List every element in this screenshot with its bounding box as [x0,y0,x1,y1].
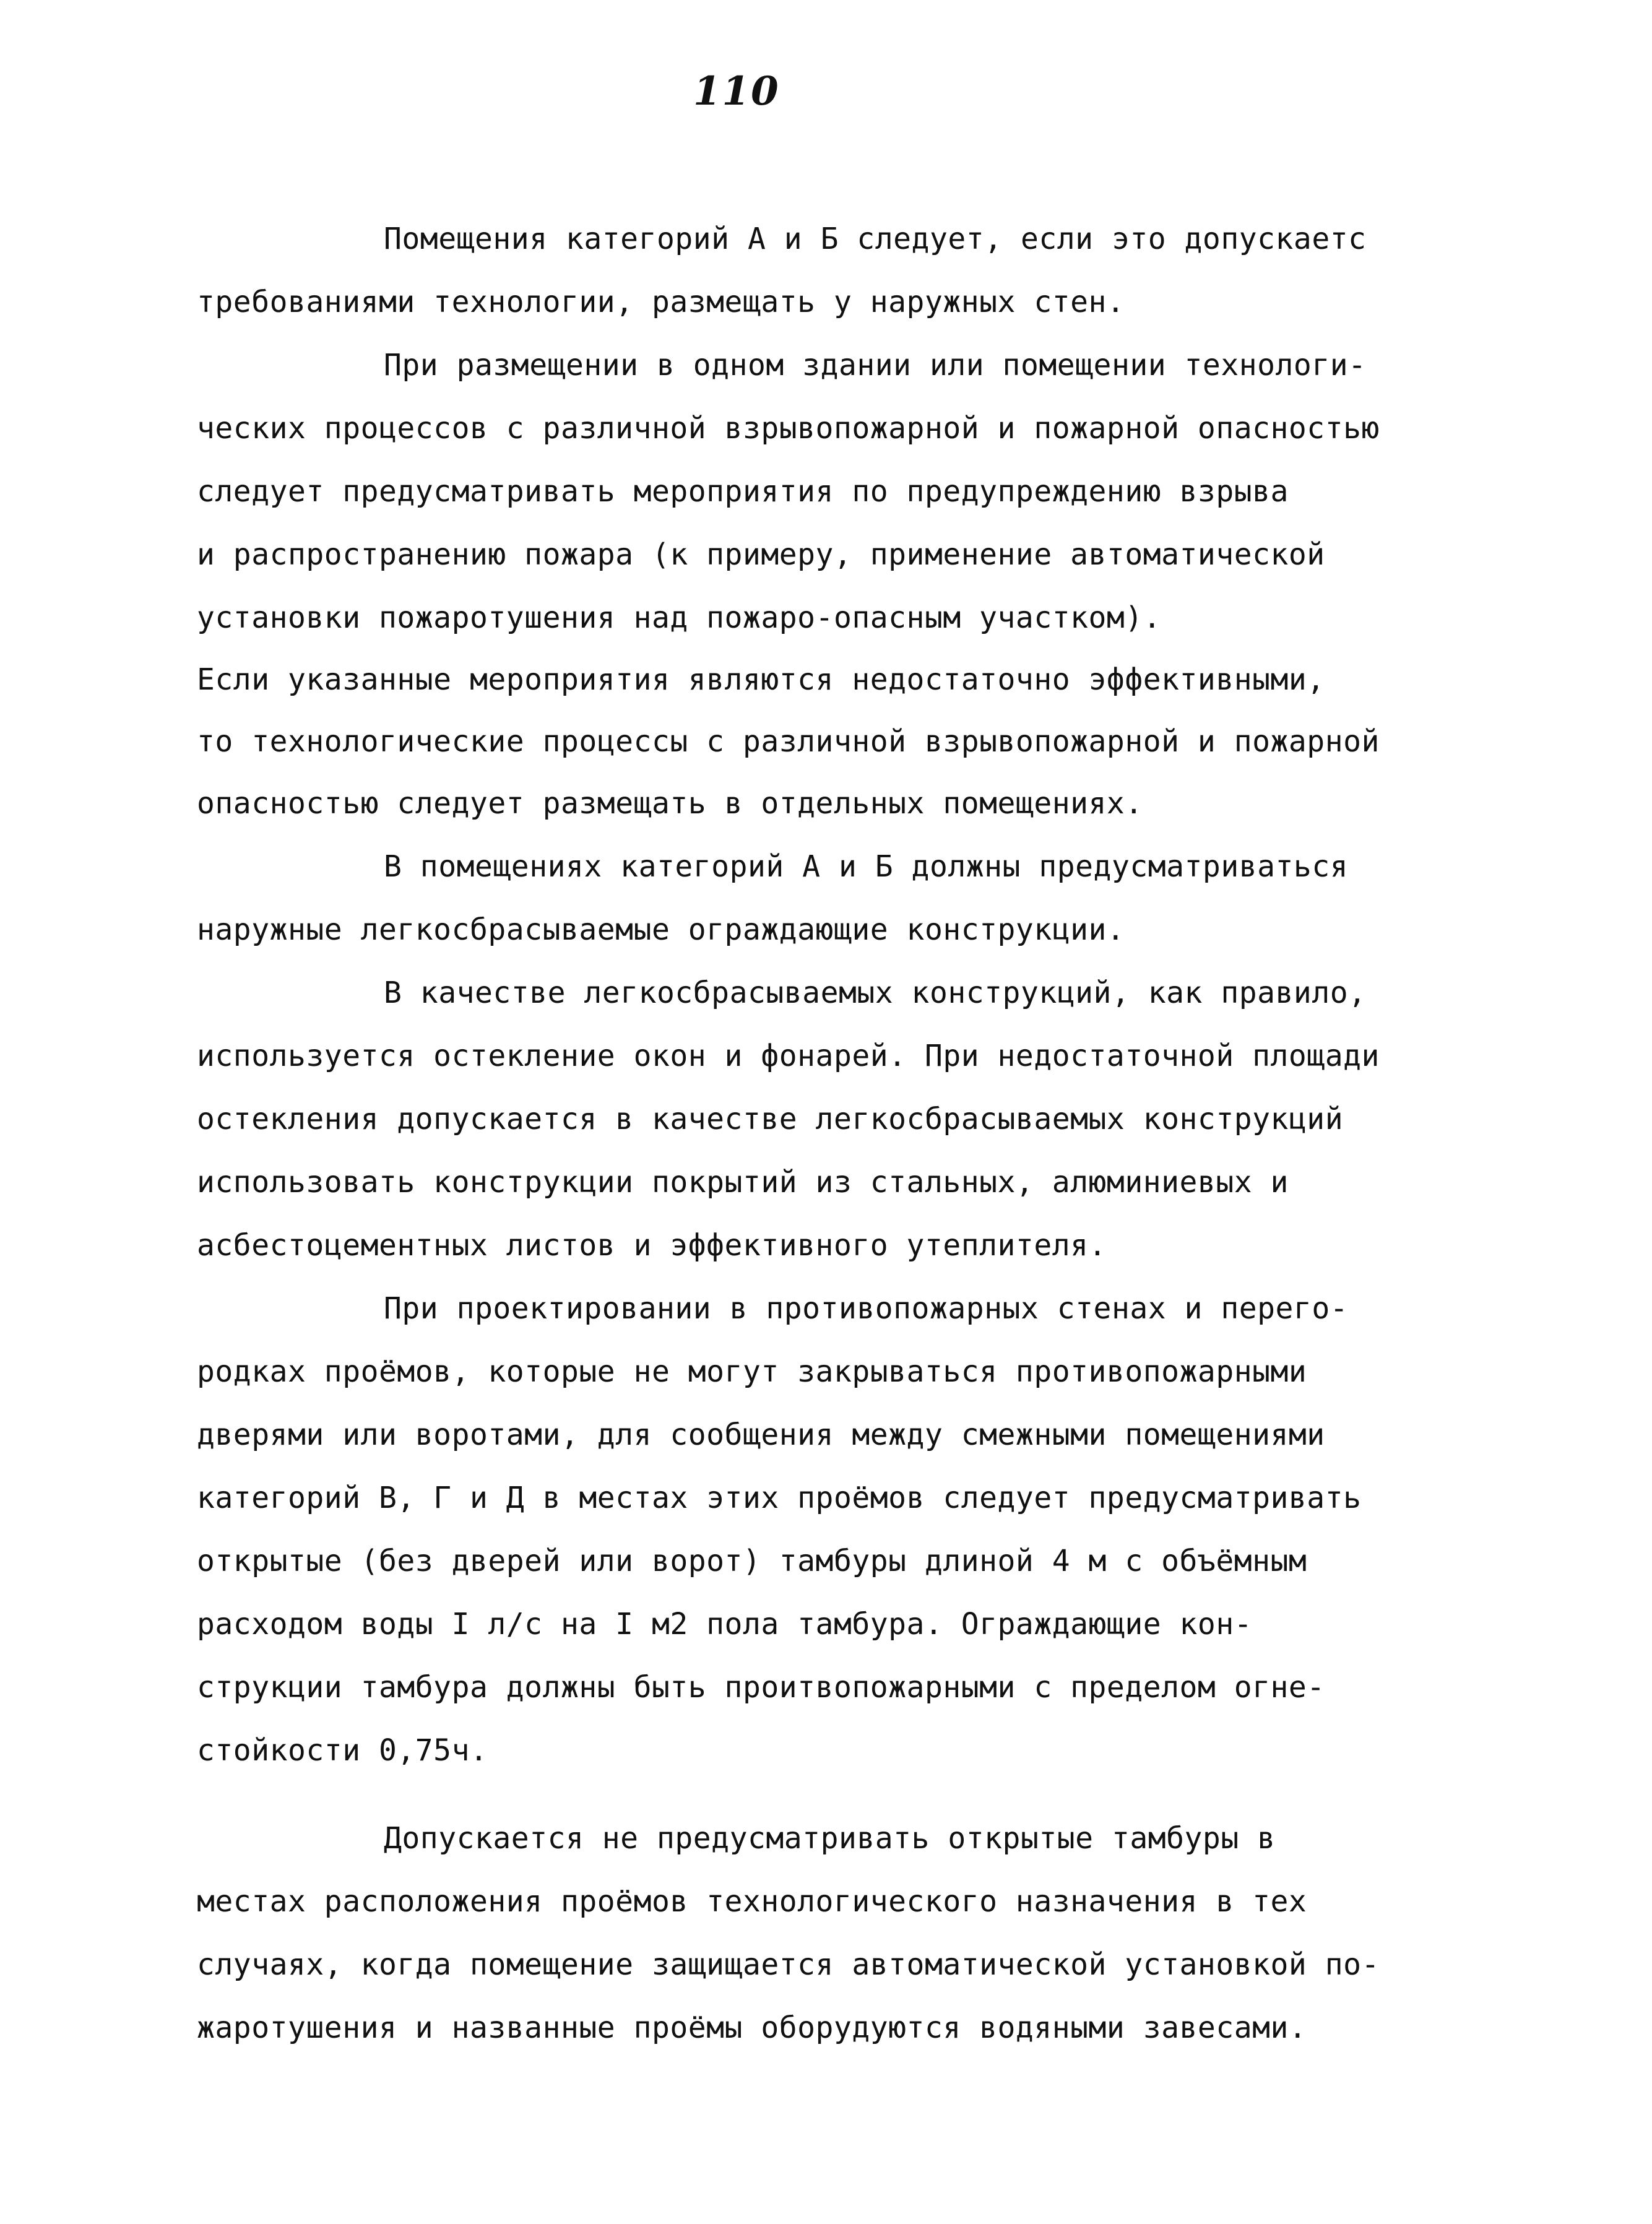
text-line: случаях, когда помещение защищается автоматической установкой по- [197,1947,1380,1982]
text-line: дверями или воротами, для сообщения между смежными помещениями [197,1417,1325,1452]
text-line: требованиями технологии, размещать у наружных стен. [197,285,1125,319]
text-line: местах расположения проёмов технологического назначения в тех [197,1884,1307,1919]
text-line: опасностью следует размещать в отдельных помещениях. [197,786,1143,821]
text-line: то технологические процессы с различной взрывопожарной и пожарной [197,724,1380,759]
text-line: В качестве легкосбрасываемых конструкций, как правило, [384,976,1367,1010]
text-line: использовать конструкции покрытий из стальных, алюминиевых и [197,1165,1289,1200]
text-line: Если указанные мероприятия являются недостаточно эффективными, [197,662,1325,697]
text-line: ческих процессов с различной взрывопожарной и пожарной опасностью [197,411,1380,446]
text-line: Помещения категорий А и Б следует, если это допускаетс [384,222,1367,256]
text-line: остекления допускается в качестве легкосбрасываемых конструкций [197,1102,1344,1136]
text-line: В помещениях категорий А и Б должны предусматриваться [384,849,1349,884]
text-line: категорий В, Г и Д в местах этих проёмов следует предусматривать [197,1481,1362,1515]
text-line: При проектировании в противопожарных стенах и перего- [384,1291,1349,1326]
text-line: расходом воды I л/с на I м2 пола тамбура. Ограждающие кон- [197,1607,1253,1642]
text-line: асбестоцементных листов и эффективного утеплителя. [197,1228,1107,1263]
text-line: струкции тамбура должны быть проитвопожарными с пределом огне- [197,1670,1325,1705]
text-line: родках проёмов, которые не могут закрываться противопожарными [197,1354,1307,1389]
text-line: используется остекление окон и фонарей. При недостаточной площади [197,1039,1380,1073]
text-line: наружные легкосбрасываемые ограждающие конструкции. [197,912,1125,947]
text-line: стойкости 0,75ч. [197,1733,488,1768]
text-line: открытые (без дверей или ворот) тамбуры длиной 4 м с объёмным [197,1544,1307,1578]
text-line: жаротушения и названные проёмы оборудуются водяными завесами. [197,2010,1307,2045]
page-number: 110 [693,68,780,115]
text-line: установки пожаротушения над пожаро-опасным участком). [197,600,1162,635]
text-line: и распространению пожара (к примеру, применение автоматической [197,537,1325,572]
text-line: При размещении в одном здании или помещении технологи- [384,348,1367,383]
text-line: следует предусматривать мероприятия по предупреждению взрыва [197,474,1289,509]
text-line: Допускается не предусматривать открытые тамбуры в [384,1821,1276,1856]
